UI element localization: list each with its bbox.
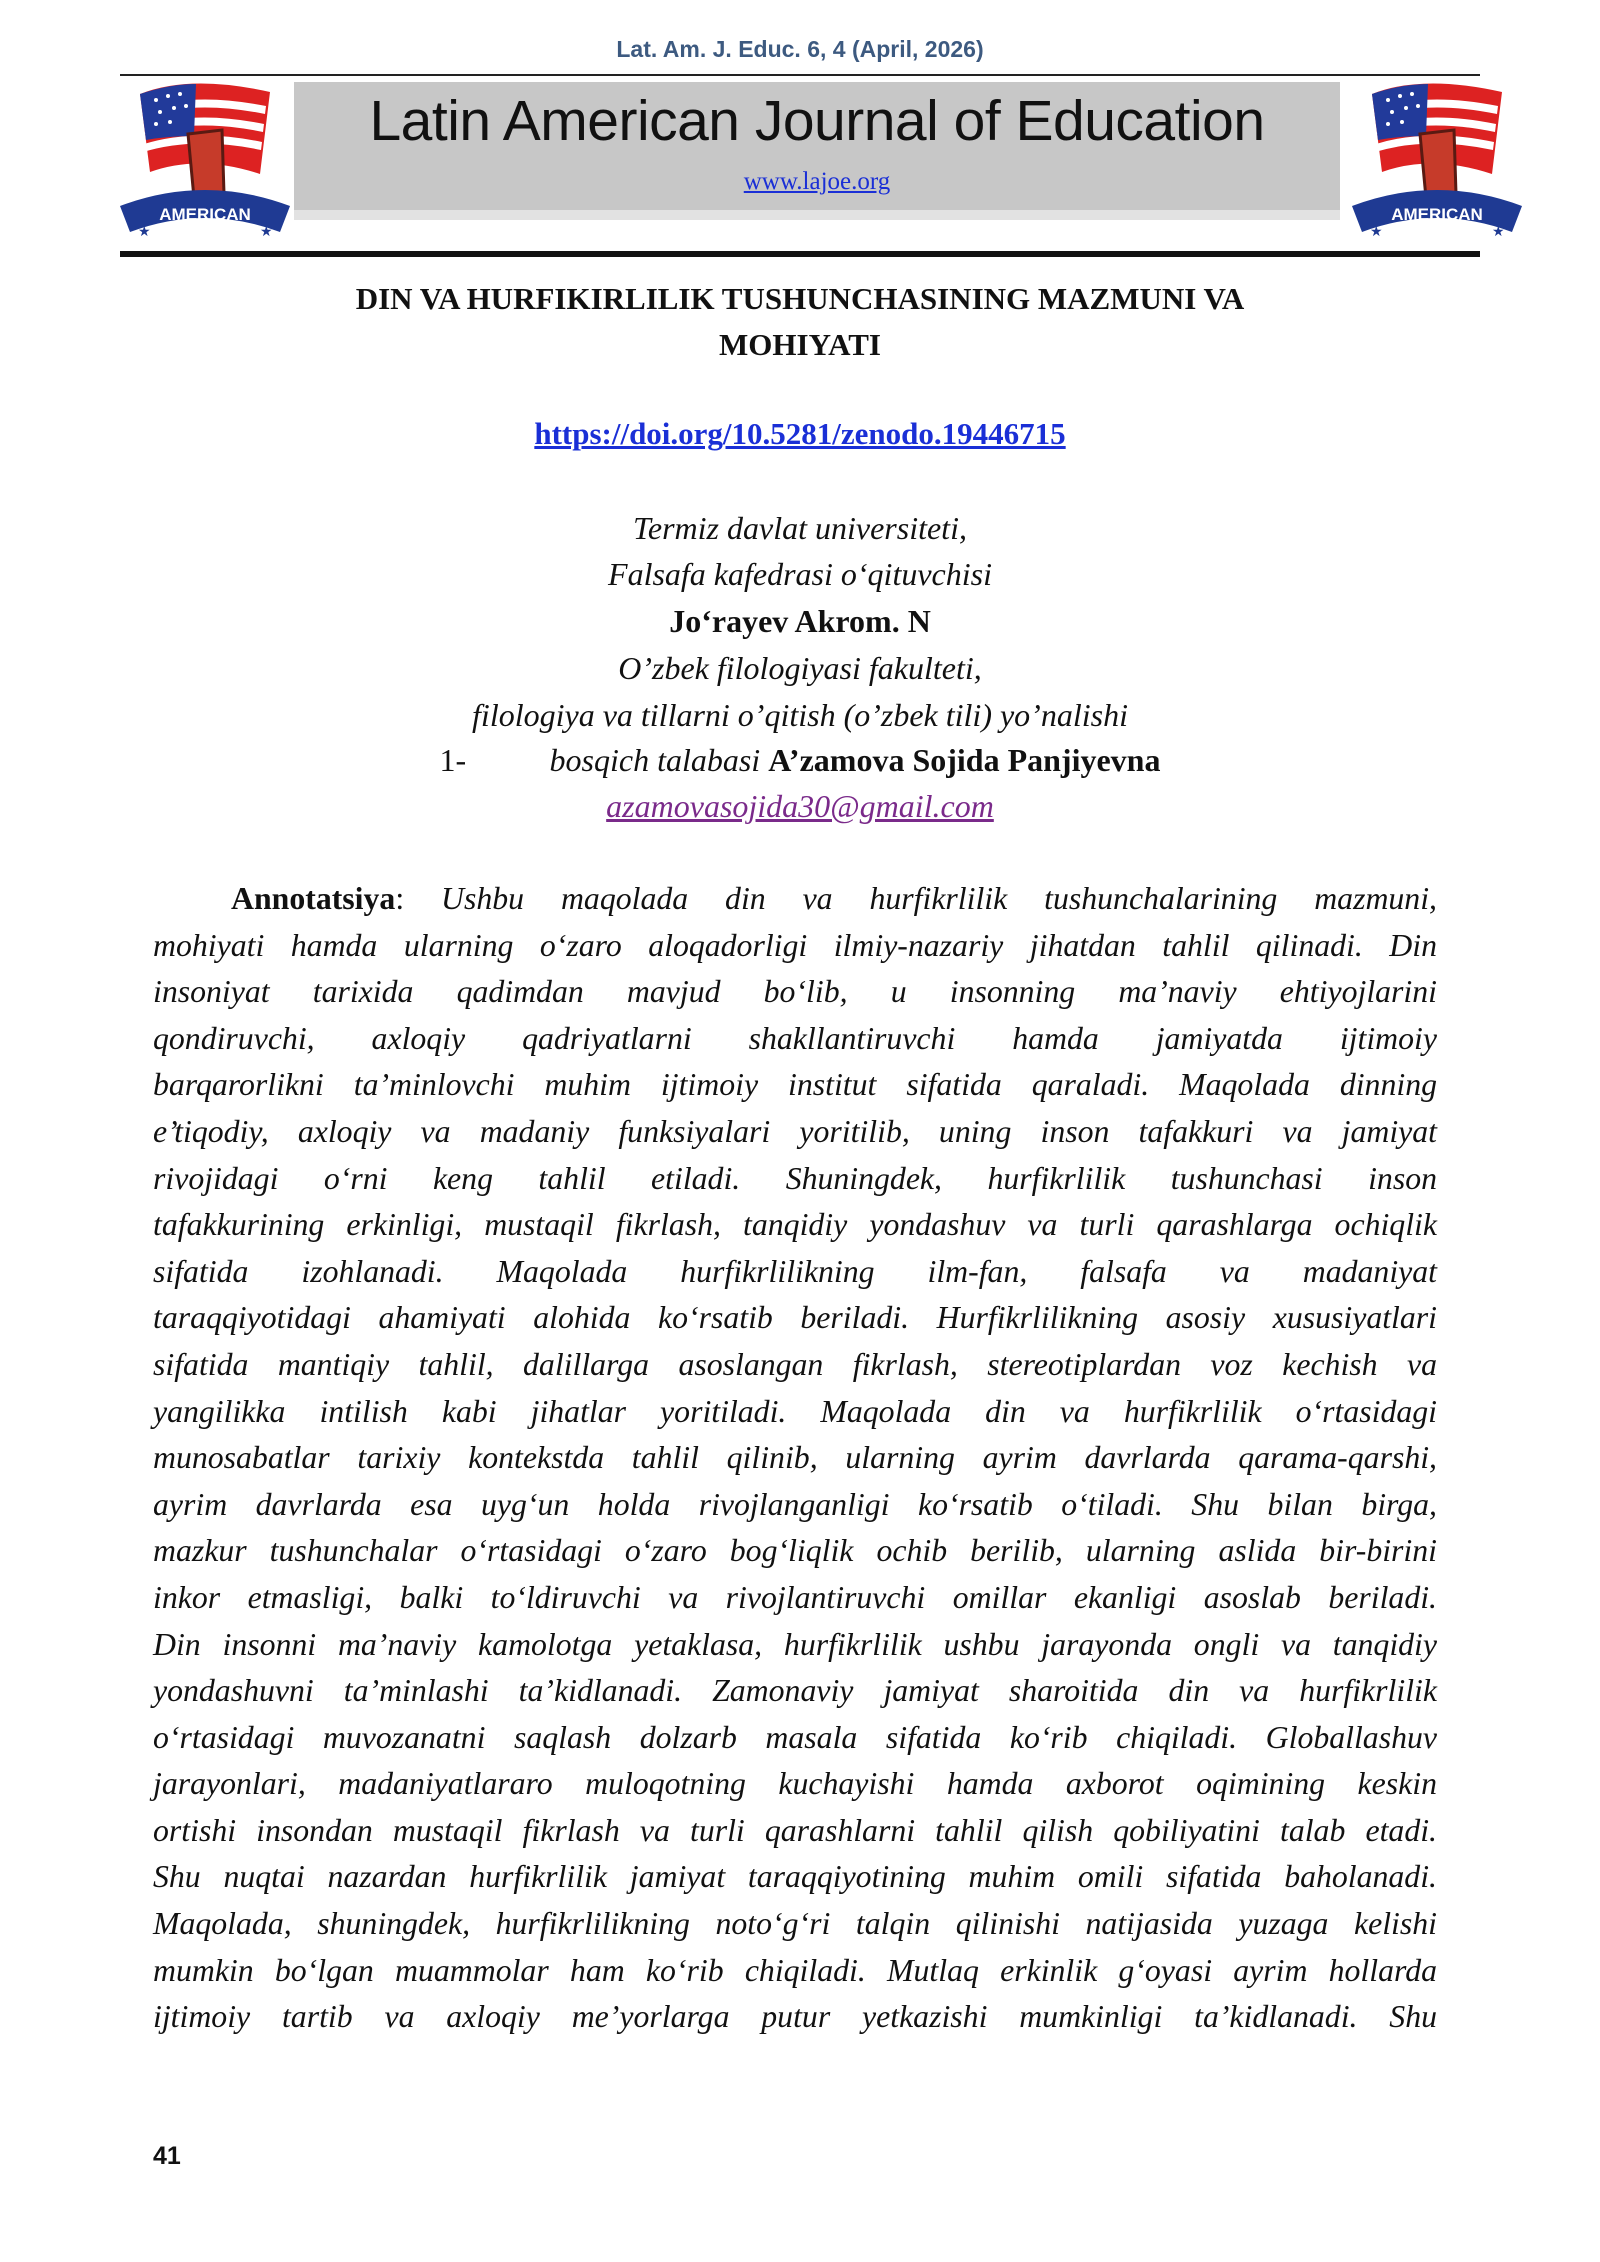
abstract-line: mumkin bo‘lgan muammolar ham ko‘rib chiqiladi. Mutlaq erkinlik g‘oyasi ayrim hollarda — [153, 1952, 1437, 1988]
abstract-line: ortishi insondan mustaqil fikrlash va turli qarashlarni tahlil qilish qobiliyatini talab etadi. — [153, 1812, 1437, 1848]
abstract-line: Din insonni ma’naviy kamolotga yetaklasa, hurfikrlilik ushbu jarayonda ongli va tanqidiy — [153, 1626, 1437, 1662]
abstract-paragraph — [153, 876, 1437, 2041]
affiliation-faculty: O’zbek filologiyasi fakulteti, — [618, 650, 982, 686]
course-number: 1- — [439, 742, 467, 778]
author-name-2: A’zamova Sojida Panjiyevna — [768, 742, 1161, 778]
affiliation-program: filologiya va tillarni o’qitish (o’zbek tili) yo’nalishi — [472, 697, 1128, 733]
emblem-banner-text: AMERICAN — [1391, 205, 1483, 224]
journal-banner — [294, 82, 1340, 210]
abstract-line: Annotatsiya: Ushbu maqolada din va hurfikrlilik tushunchalarining mazmuni, — [231, 881, 1437, 916]
abstract-line: sifatida mantiqiy tahlil, dalillarga asoslangan fikrlash, stereotiplardan voz kechish va — [153, 1346, 1437, 1382]
svg-text:★: ★ — [1370, 225, 1383, 240]
abstract-line: ijtimoiy tartib va axloqiy me’yorlarga putur yetkazishi mumkinligi ta’kidlanadi. Shu — [153, 1999, 1437, 2035]
author-name-1: Jo‘rayev Akrom. N — [669, 603, 931, 639]
abstract-line: barqarorlikni ta’minlovchi muhim ijtimoiy institut sifatida qaraladi. Maqolada dinning — [153, 1067, 1437, 1103]
raised-fist-icon — [1420, 130, 1456, 198]
emblem-banner-text: AMERICAN — [159, 205, 251, 224]
abstract-line: mazkur tushunchalar o‘rtasidagi o‘zaro bog‘liqlik ochib berilib, ularning aslida bir-birini — [153, 1533, 1437, 1569]
abstract-line: mohiyati hamda ularning o‘zaro aloqadorligi ilmiy-nazariy jihatdan tahlil qilinadi. Din — [153, 927, 1437, 963]
abstract-line: munosabatlar tarixiy kontekstda tahlil qilinib, ularning ayrim davrlarda qarama-qarshi, — [153, 1440, 1437, 1476]
abstract-line: Shu nuqtai nazardan hurfikrlilik jamiyat taraqqiyotining muhim omili sifatida baholanadi. — [153, 1859, 1437, 1895]
student-line — [0, 742, 1600, 779]
article-title-line-2: MOHIYATI — [719, 327, 881, 362]
american-emblem-logo-right — [1342, 74, 1532, 252]
abstract-line: qondiruvchi, axloqiy qadriyatlarni shakllantiruvchi hamda jamiyatda ijtimoiy — [153, 1020, 1437, 1056]
abstract-line: insoniyat tarixida qadimdan mavjud bo‘lib, u insonning ma’naviy ehtiyojlarini — [153, 974, 1437, 1010]
doi-link[interactable]: https://doi.org/10.5281/zenodo.19446715 — [534, 416, 1066, 451]
author-email-link[interactable]: azamovasojida30@gmail.com — [606, 788, 994, 824]
abstract-label: Annotatsiya — [231, 881, 396, 916]
page-number: 41 — [153, 2142, 181, 2170]
affiliation-department: Falsafa kafedrasi o‘qituvchisi — [608, 556, 992, 592]
abstract-line: yangilikka intilish kabi jihatlar yoritiladi. Maqolada din va hurfikrlilik o‘rtasidagi — [153, 1393, 1437, 1429]
abstract-line: ayrim davrlarda esa uyg‘un holda rivojlanganligi ko‘rsatib o‘tiladi. Shu bilan birga, — [153, 1486, 1437, 1522]
raised-fist-icon — [188, 130, 224, 198]
student-prefix: bosqich talabasi — [549, 742, 761, 778]
abstract-line: Maqolada, shuningdek, hurfikrlilikning noto‘g‘ri talqin qilinishi natijasida yuzaga kelishi — [153, 1906, 1437, 1942]
banner-shadow — [294, 210, 1340, 220]
svg-text:★: ★ — [260, 225, 273, 240]
abstract-line: inkor etmasligi, balki to‘ldiruvchi va rivojlantiruvchi omillar ekanligi asoslab beriladi. — [153, 1579, 1437, 1615]
abstract-line: sifatida izohlanadi. Maqolada hurfikrlilikning ilm-fan, falsafa va madaniyat — [153, 1253, 1437, 1289]
journal-name: Latin American Journal of Education — [369, 89, 1265, 153]
header-divider-top — [120, 74, 1480, 76]
article-title — [300, 276, 1300, 368]
journal-website-link[interactable]: www.lajoe.org — [743, 168, 891, 195]
running-head: Lat. Am. J. Educ. 6, 4 (April, 2026) — [616, 36, 984, 62]
abstract-line: taraqqiyotidagi ahamiyati alohida ko‘rsatib beriladi. Hurfikrlilikning asosiy xususiyatlari — [153, 1300, 1437, 1336]
header-divider-bottom — [120, 251, 1480, 257]
abstract-line: rivojidagi o‘rni keng tahlil etiladi. Shuningdek, hurfikrlilik tushunchasi inson — [153, 1160, 1437, 1196]
abstract-line: jarayonlari, madaniyatlararo muloqotning kuchayishi hamda axborot oqimining keskin — [153, 1766, 1437, 1802]
article-title-line-1: DIN VA HURFIKIRLILIK TUSHUNCHASINING MAZMUNI VA — [355, 281, 1245, 316]
abstract-line: e’tiqodiy, axloqiy va madaniy funksiyalari yoritilib, uning inson tafakkuri va jamiyat — [153, 1113, 1437, 1149]
abstract-line: yondashuvni ta’minlashi ta’kidlanadi. Zamonaviy jamiyat sharoitida din va hurfikrlilik — [153, 1673, 1437, 1709]
svg-text:★: ★ — [1492, 225, 1505, 240]
abstract-line: o‘rtasidagi muvozanatni saqlash dolzarb masala sifatida ko‘rib chiqiladi. Globallashuv — [153, 1719, 1437, 1755]
american-emblem-logo-left — [110, 74, 300, 252]
svg-text:★: ★ — [138, 225, 151, 240]
affiliation-university: Termiz davlat universiteti, — [633, 510, 967, 546]
abstract-line: tafakkurining erkinligi, mustaqil fikrlash, tanqidiy yondashuv va turli qarashlarga ochiqlik — [153, 1207, 1437, 1243]
